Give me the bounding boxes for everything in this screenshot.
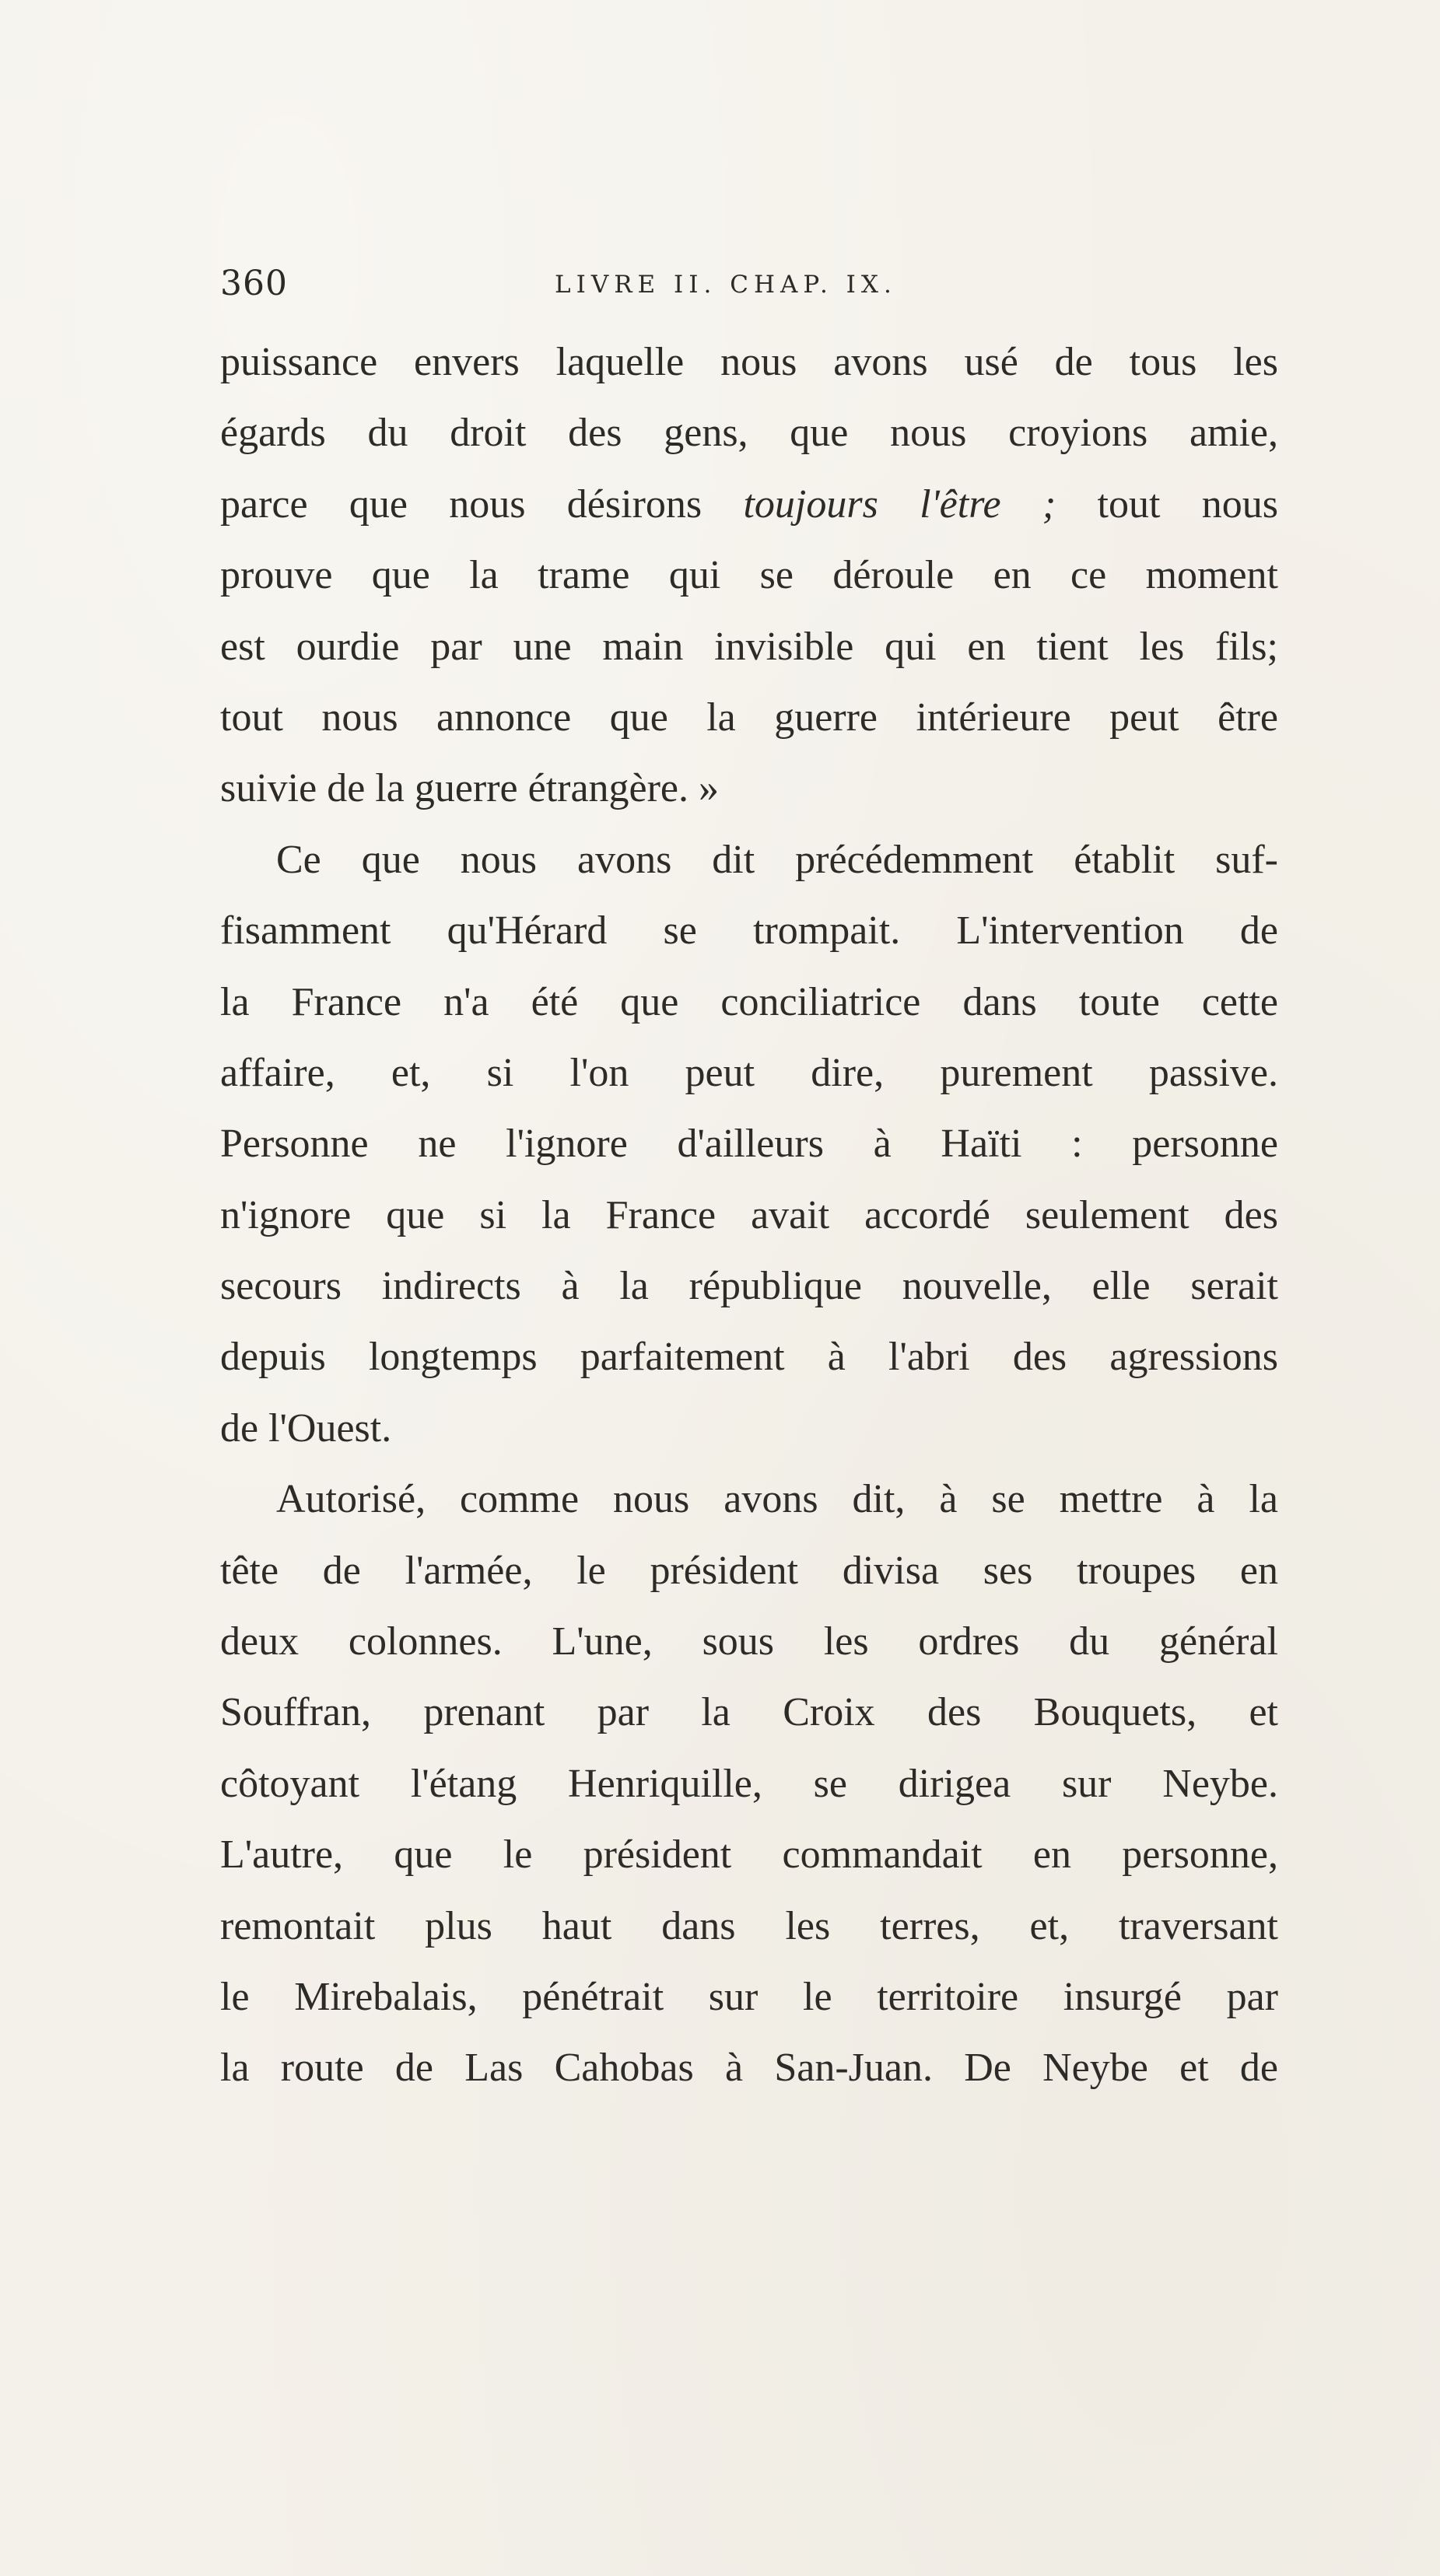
text-line: deux colonnes. L'une, sous les ordres du général xyxy=(220,1619,1278,1664)
text-line: Personne ne l'ignore d'ailleurs à Haïti : personne xyxy=(220,1122,1278,1167)
text-line: Ce que nous avons dit précédemment établit suf- xyxy=(276,837,1278,882)
text-line: la France n'a été que conciliatrice dans toute cette xyxy=(220,979,1278,1024)
text-line: n'ignore que si la France avait accordé seulement des xyxy=(220,1192,1278,1237)
italic-phrase: toujours l'être ; xyxy=(743,481,1056,527)
text-line: égards du droit des gens, que nous croyions amie, xyxy=(220,411,1278,456)
text-line: le Mirebalais, pénétrait sur le territoire insurgé par xyxy=(220,1974,1278,2019)
running-title: LIVRE II. CHAP. IX. xyxy=(555,271,897,299)
text-line: est ourdie par une main invisible qui en tient les fils; xyxy=(220,624,1278,669)
text-line: la route de Las Cahobas à San-Juan. De Neybe et de xyxy=(220,2046,1278,2091)
text-line: puissance envers laquelle nous avons usé de tous les xyxy=(220,340,1278,384)
body-text xyxy=(220,327,1278,2104)
running-head xyxy=(220,261,1278,307)
text-line: tête de l'armée, le président divisa ses troupes en xyxy=(220,1548,1278,1593)
text-line: Souffran, prenant par la Croix des Bouquets, et xyxy=(220,1690,1278,1735)
text-line: remontait plus haut dans les terres, et, traversant xyxy=(220,1903,1278,1948)
text-line: depuis longtemps parfaitement à l'abri des agressions xyxy=(220,1335,1278,1380)
text-line: suivie de la guerre étrangère. » xyxy=(220,766,720,811)
text-line: tout nous annonce que la guerre intérieure peut être xyxy=(220,695,1278,740)
text-line xyxy=(220,469,1278,540)
text-line: secours indirects à la république nouvelle, elle serait xyxy=(220,1264,1278,1309)
text-line: Autorisé, comme nous avons dit, à se mettre à la xyxy=(276,1477,1278,1522)
text-line: fisamment qu'Hérard se trompait. L'intervention de xyxy=(220,908,1278,954)
text-segment: parce que nous désirons xyxy=(220,481,744,527)
text-line: prouve que la trame qui se déroule en ce moment xyxy=(220,553,1278,598)
text-line: côtoyant l'étang Henriquille, se dirigea sur Neybe. xyxy=(220,1761,1278,1806)
text-segment: tout nous xyxy=(1056,481,1278,527)
text-line: de l'Ouest. xyxy=(220,1405,392,1451)
text-line: affaire, et, si l'on peut dire, purement passive. xyxy=(220,1050,1278,1095)
page-number: 360 xyxy=(220,264,288,303)
text-line: L'autre, que le président commandait en personne, xyxy=(220,1832,1278,1878)
